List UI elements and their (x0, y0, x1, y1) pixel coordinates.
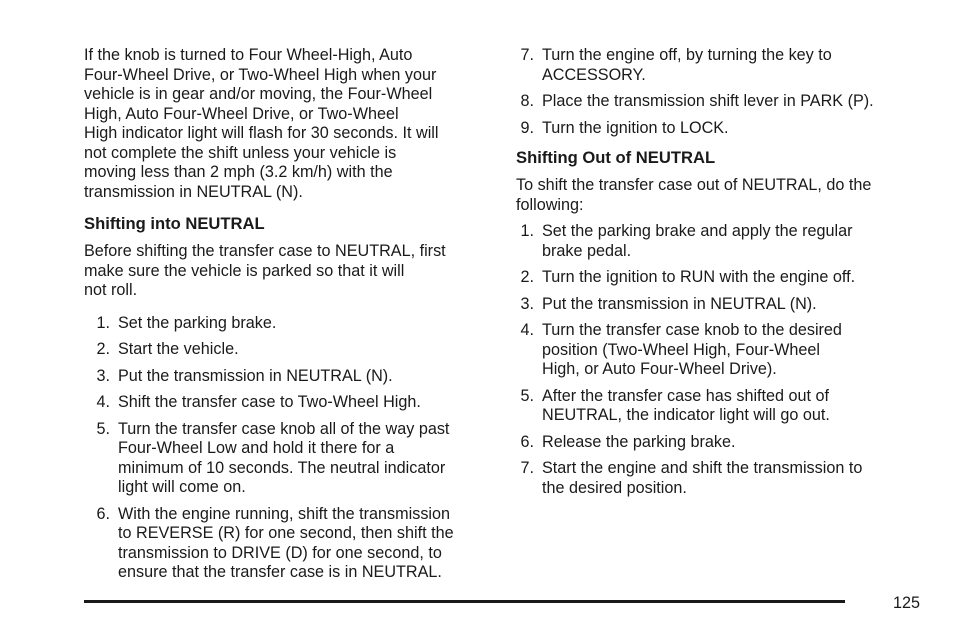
step-number: 9. (520, 118, 534, 137)
list-item (508, 321, 926, 380)
step-text: Start the engine and shift the transmission to the desired position. (542, 459, 863, 497)
list-item (508, 92, 926, 112)
shifting-into-neutral-steps (84, 314, 494, 583)
step-text: Put the transmission in NEUTRAL (N). (542, 294, 817, 313)
list-item (508, 295, 926, 315)
list-item (84, 367, 494, 387)
step-number: 4. (96, 393, 110, 411)
step-number: 8. (520, 92, 534, 110)
page-number: 125 (892, 594, 920, 612)
step-text: Put the transmission in NEUTRAL (N). (118, 366, 393, 385)
right-column (516, 46, 926, 505)
step-number: 3. (96, 366, 110, 385)
step-text: With the engine running, shift the transmission to REVERSE (R) for one second, then shift the transmission to DRIVE (D) for one second, to ensure that the transfer case is in NEUTRAL. (118, 504, 454, 581)
intro-paragraph: If the knob is turned to Four Wheel-High, Auto Four-Wheel Drive, or Two-Wheel High when your vehicle is in gear and/or moving, the Four-Wheel High, Auto Four-Wheel Drive, or Two-Wheel High indicator light will flash for 30 seconds. It will not complete the shift unless your vehicle is moving less than 2 mph (3.2 km/h) with the transmission in NEUTRAL (N). (84, 46, 439, 201)
step-number: 4. (520, 321, 534, 339)
step-text: Release the parking brake. (542, 432, 736, 451)
step-text: Turn the transfer case knob to the desired position (Two-Wheel High, Four-Wheel High, or Auto Four-Wheel Drive). (542, 321, 842, 378)
list-item (508, 119, 926, 139)
list-item (84, 420, 494, 498)
step-text: Set the parking brake. (118, 313, 277, 332)
step-text: Set the parking brake and apply the regular brake pedal. (542, 222, 853, 260)
step-text: Turn the ignition to RUN with the engine off. (542, 268, 856, 286)
step-text: Turn the transfer case knob all of the way past Four-Wheel Low and hold it there for a minimum of 10 seconds. The neutral indicator light will come on. (118, 419, 450, 496)
list-item (508, 268, 926, 288)
footer-rule (84, 600, 845, 603)
step-number: 5. (520, 386, 534, 405)
heading-shifting-into-neutral: Shifting into NEUTRAL (84, 214, 265, 233)
shifting-out-of-neutral-intro: To shift the transfer case out of NEUTRAL, do the following: (516, 176, 872, 214)
list-item (84, 340, 494, 360)
heading-shifting-out-of-neutral: Shifting Out of NEUTRAL (516, 148, 716, 167)
shifting-into-neutral-steps-continued (508, 46, 926, 138)
step-number: 7. (520, 459, 534, 477)
step-number: 7. (520, 46, 534, 64)
list-item (84, 393, 494, 413)
list-item (508, 46, 926, 85)
step-text: Turn the ignition to LOCK. (542, 118, 729, 137)
step-text: Shift the transfer case to Two-Wheel High. (118, 393, 421, 411)
step-text: Start the vehicle. (118, 340, 239, 358)
step-text: Turn the engine off, by turning the key to ACCESSORY. (542, 46, 832, 84)
step-number: 2. (520, 268, 534, 286)
step-number: 6. (520, 432, 534, 451)
list-item (508, 387, 926, 426)
shifting-out-of-neutral-steps (508, 222, 926, 498)
step-number: 3. (520, 294, 534, 313)
list-item (84, 505, 494, 583)
list-item (508, 459, 926, 498)
step-number: 1. (520, 222, 534, 240)
step-number: 5. (96, 419, 110, 438)
list-item (84, 314, 494, 334)
step-number: 1. (96, 313, 110, 332)
step-text: After the transfer case has shifted out of NEUTRAL, the indicator light will go out. (542, 386, 830, 424)
list-item (508, 433, 926, 453)
shifting-into-neutral-intro: Before shifting the transfer case to NEUTRAL, first make sure the vehicle is parked so that it will not roll. (84, 242, 446, 299)
step-number: 6. (96, 504, 110, 523)
list-item (508, 222, 926, 261)
left-column (84, 46, 494, 590)
step-text: Place the transmission shift lever in PARK (P). (542, 92, 874, 110)
step-number: 2. (96, 340, 110, 358)
